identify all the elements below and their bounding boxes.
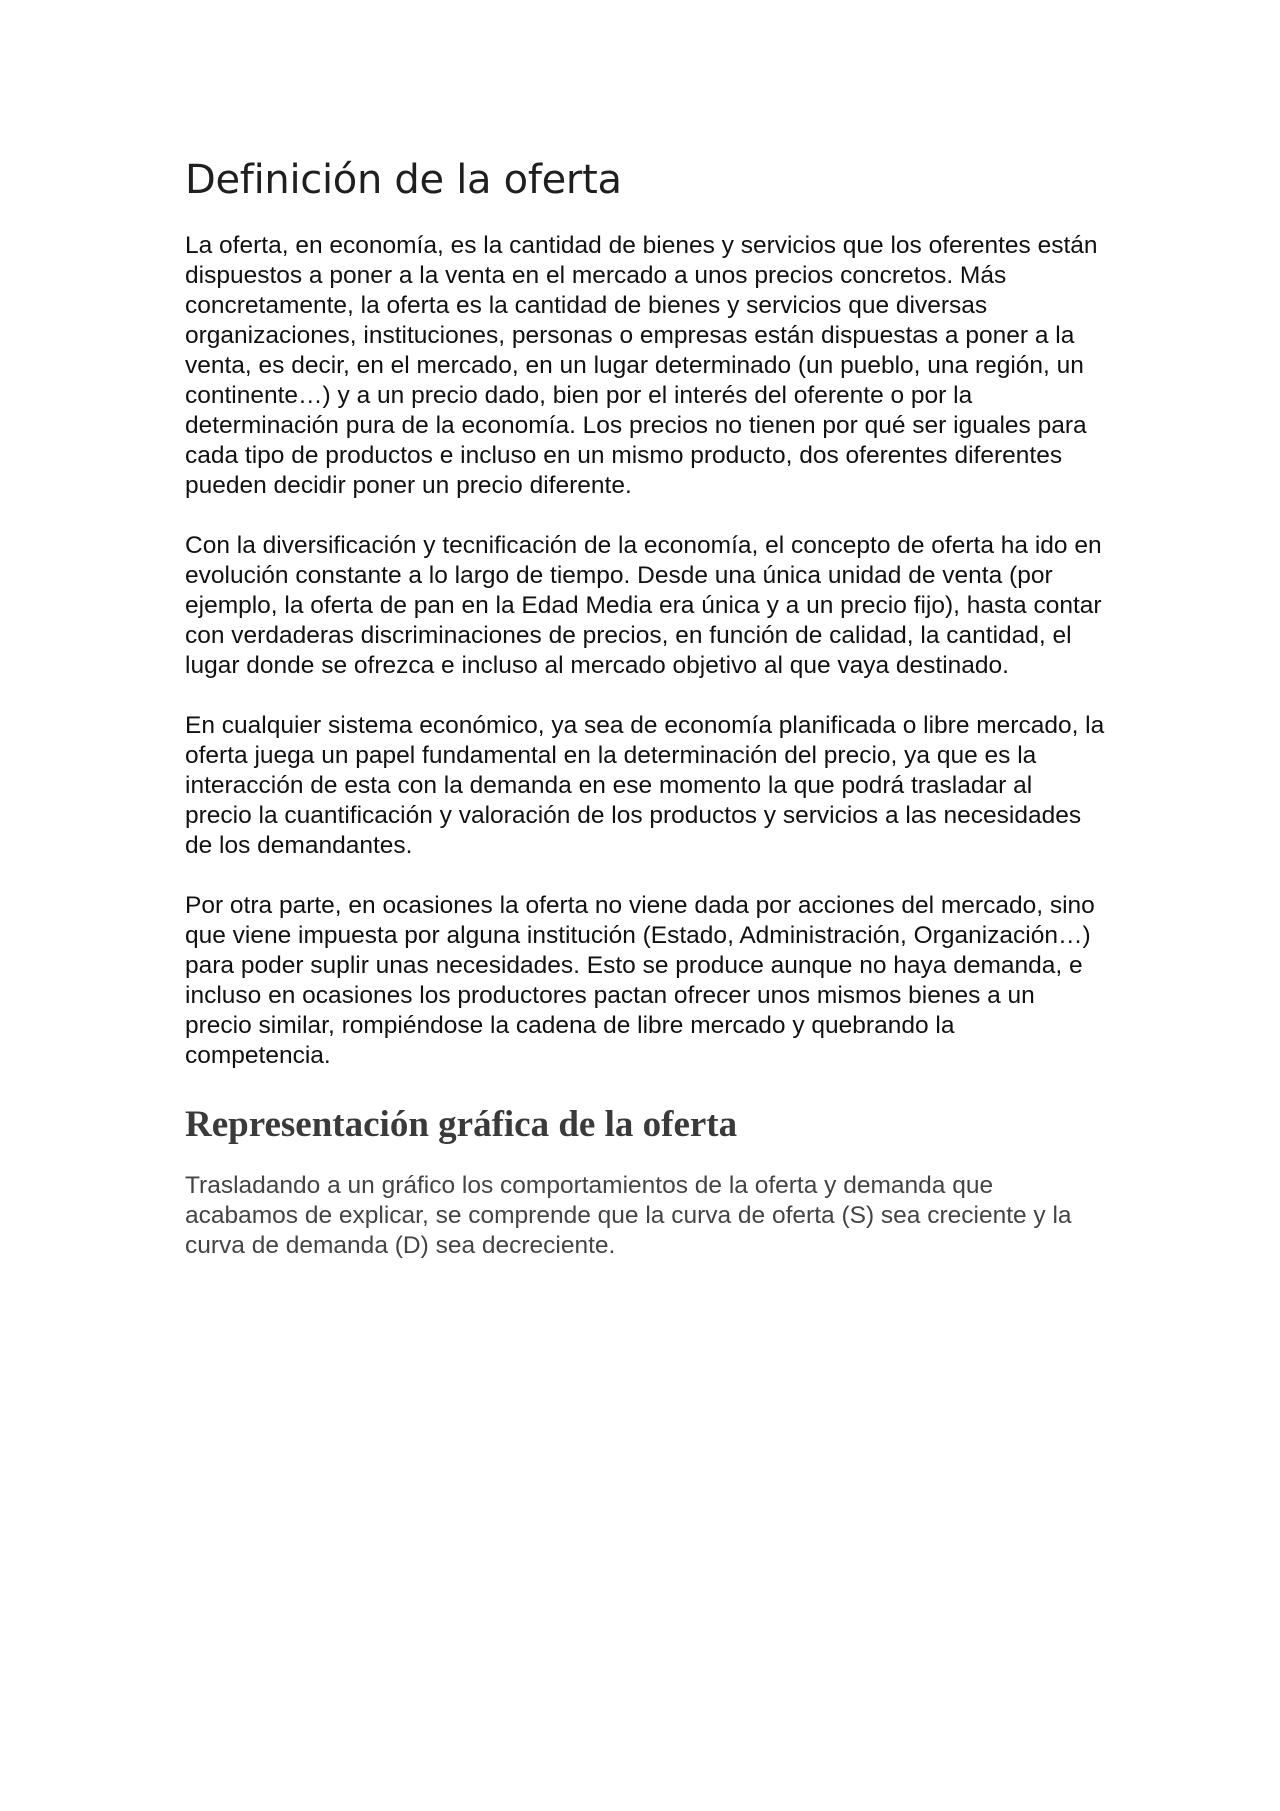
paragraph-1: La oferta, en economía, es la cantidad de bienes y servicios que los oferentes están dispuestos a poner a la venta en el mercado a unos precios concretos. Más concretamente, la oferta es la cantidad de bienes y servicios que diversas organizaciones, instituciones, personas o empresas están dispuestas a poner a la venta, es decir, en el mercado, en un lugar determinado (un pueblo, una región, un continente…) y a un precio dado, bien por el interés del oferente o por la determinación pura de la economía. Los precios no tienen por qué ser iguales para cada tipo de productos e incluso en un mismo producto, dos oferentes diferentes pueden decidir poner un precio diferente. — [185, 232, 1098, 499]
section-heading-definicion: Definición de la oferta — [185, 157, 622, 203]
document-body — [185, 155, 1105, 1291]
section-heading-representacion: Representación gráfica de la oferta — [185, 1104, 738, 1145]
paragraph-3: En cualquier sistema económico, ya sea de economía planificada o libre mercado, la oferta juega un papel fundamental en la determinación del precio, ya que es la interacción de esta con la demanda en ese momento la que podrá trasladar al precio la cuantificación y valoración de los productos y servicios a las necesidades de los demandantes. — [185, 712, 1105, 859]
paragraph-2: Con la diversificación y tecnificación de la economía, el concepto de oferta ha ido en evolución constante a lo largo de tiempo. Desde una única unidad de venta (por ejemplo, la oferta de pan en la Edad Media era única y a un precio fijo), hasta contar con verdaderas discriminaciones de precios, en función de calidad, la cantidad, el lugar donde se ofrezca e incluso al mercado objetivo al que vaya destinado. — [185, 532, 1102, 679]
paragraph-5: Trasladando a un gráfico los comportamientos de la oferta y demanda que acabamos de explicar, se comprende que la curva de oferta (S) sea creciente y la curva de demanda (D) sea decreciente. — [185, 1172, 1072, 1260]
paragraph-4: Por otra parte, en ocasiones la oferta no viene dada por acciones del mercado, sino que viene impuesta por alguna institución (Estado, Administración, Organización…) para poder suplir unas necesidades. Esto se produce aunque no haya demanda, e incluso en ocasiones los productores pactan ofrecer unos mismos bienes a un precio similar, rompiéndose la cadena de libre mercado y quebrando la competencia. — [185, 892, 1095, 1069]
